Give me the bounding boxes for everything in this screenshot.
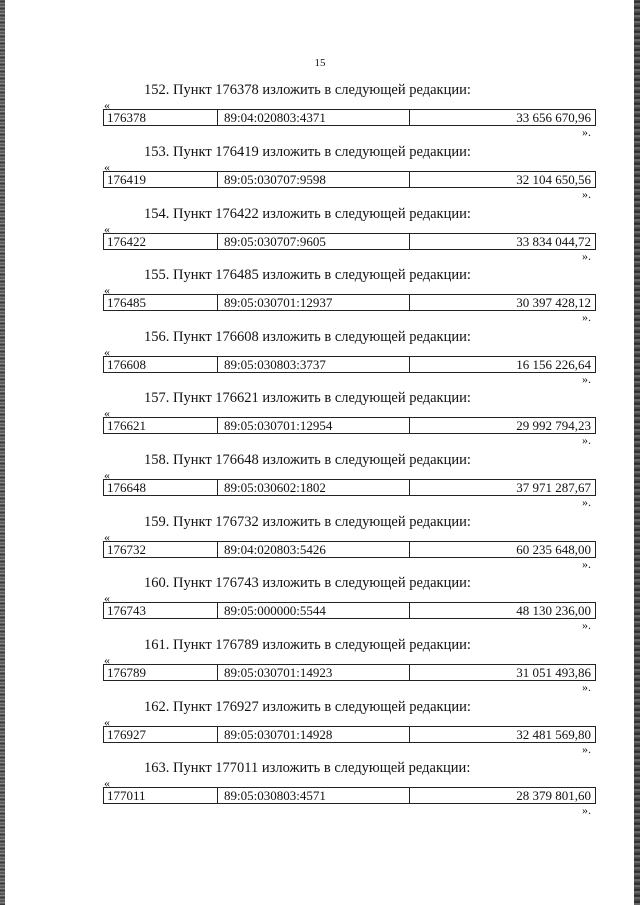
close-quote: ».: [582, 618, 591, 632]
table-row: [103, 787, 596, 804]
amendment-heading: 155. Пункт 176485 изложить в следующей редакции:: [144, 267, 471, 283]
close-quote: ».: [582, 680, 591, 694]
open-quote: «: [104, 468, 110, 482]
open-quote: «: [104, 345, 110, 359]
cadastral-number-cell: 89:04:020803:5426: [218, 542, 410, 557]
open-quote: «: [104, 222, 110, 236]
close-quote: ».: [582, 249, 591, 263]
cadastral-number-cell: 89:05:030707:9598: [218, 172, 410, 187]
value-cell: 28 379 801,60: [516, 788, 591, 803]
amendment-heading: 158. Пункт 176648 изложить в следующей редакции:: [144, 452, 471, 468]
value-cell: 32 481 569,80: [516, 727, 591, 742]
value-cell: 33 834 044,72: [516, 234, 591, 249]
item-number-cell: 177011: [104, 788, 218, 803]
amendment-heading: 160. Пункт 176743 изложить в следующей редакции:: [144, 575, 471, 591]
amendment-heading: 156. Пункт 176608 изложить в следующей редакции:: [144, 329, 471, 345]
amendment-item: [0, 514, 640, 576]
table-row: [103, 109, 596, 126]
cadastral-number-cell: 89:05:030701:12937: [218, 295, 410, 310]
item-number-cell: 176648: [104, 480, 218, 495]
amendment-heading: 163. Пункт 177011 изложить в следующей редакции:: [144, 760, 471, 776]
item-number-cell: 176732: [104, 542, 218, 557]
close-quote: ».: [582, 125, 591, 139]
close-quote: ».: [582, 557, 591, 571]
table-row: [103, 417, 596, 434]
item-number-cell: 176927: [104, 727, 218, 742]
amendment-heading: 162. Пункт 176927 изложить в следующей редакции:: [144, 699, 471, 715]
amendment-item: [0, 267, 640, 329]
table-row: [103, 171, 596, 188]
close-quote: ».: [582, 495, 591, 509]
amendment-item: [0, 452, 640, 514]
table-row: [103, 356, 596, 373]
close-quote: ».: [582, 310, 591, 324]
table-row: [103, 294, 596, 311]
cadastral-number-cell: 89:05:030602:1802: [218, 480, 410, 495]
amendment-item: [0, 760, 640, 822]
table-row: [103, 479, 596, 496]
item-number-cell: 176419: [104, 172, 218, 187]
amendment-item: [0, 206, 640, 268]
open-quote: «: [104, 160, 110, 174]
item-number-cell: 176422: [104, 234, 218, 249]
item-number-cell: 176485: [104, 295, 218, 310]
open-quote: «: [104, 283, 110, 297]
amendment-item: [0, 390, 640, 452]
open-quote: «: [104, 530, 110, 544]
amendment-item: [0, 699, 640, 761]
open-quote: «: [104, 98, 110, 112]
close-quote: ».: [582, 742, 591, 756]
close-quote: ».: [582, 433, 591, 447]
value-cell: 31 051 493,86: [516, 665, 591, 680]
amendment-heading: 153. Пункт 176419 изложить в следующей редакции:: [144, 144, 471, 160]
cadastral-number-cell: 89:05:030803:4571: [218, 788, 410, 803]
open-quote: «: [104, 653, 110, 667]
table-row: [103, 664, 596, 681]
item-number-cell: 176743: [104, 603, 218, 618]
item-number-cell: 176621: [104, 418, 218, 433]
amendment-item: [0, 82, 640, 144]
cadastral-number-cell: 89:05:030803:3737: [218, 357, 410, 372]
item-number-cell: 176789: [104, 665, 218, 680]
page-number: 15: [314, 57, 326, 69]
table-row: [103, 602, 596, 619]
amendment-heading: 161. Пункт 176789 изложить в следующей редакции:: [144, 637, 471, 653]
value-cell: 33 656 670,96: [516, 110, 591, 125]
item-number-cell: 176608: [104, 357, 218, 372]
item-number-cell: 176378: [104, 110, 218, 125]
close-quote: ».: [582, 372, 591, 386]
cadastral-number-cell: 89:05:000000:5544: [218, 603, 410, 618]
value-cell: 60 235 648,00: [516, 542, 591, 557]
table-row: [103, 541, 596, 558]
table-row: [103, 726, 596, 743]
cadastral-number-cell: 89:04:020803:4371: [218, 110, 410, 125]
amendment-heading: 157. Пункт 176621 изложить в следующей редакции:: [144, 390, 471, 406]
value-cell: 30 397 428,12: [516, 295, 591, 310]
cadastral-number-cell: 89:05:030701:12954: [218, 418, 410, 433]
amendment-item: [0, 575, 640, 637]
cadastral-number-cell: 89:05:030701:14923: [218, 665, 410, 680]
value-cell: 48 130 236,00: [516, 603, 591, 618]
value-cell: 29 992 794,23: [516, 418, 591, 433]
amendment-item: [0, 144, 640, 206]
amendment-heading: 152. Пункт 176378 изложить в следующей редакции:: [144, 82, 471, 98]
open-quote: «: [104, 776, 110, 790]
open-quote: «: [104, 591, 110, 605]
value-cell: 37 971 287,67: [516, 480, 591, 495]
close-quote: ».: [582, 187, 591, 201]
open-quote: «: [104, 715, 110, 729]
cadastral-number-cell: 89:05:030707:9605: [218, 234, 410, 249]
amendment-item: [0, 637, 640, 699]
value-cell: 32 104 650,56: [516, 172, 591, 187]
value-cell: 16 156 226,64: [516, 357, 591, 372]
close-quote: ».: [582, 803, 591, 817]
cadastral-number-cell: 89:05:030701:14928: [218, 727, 410, 742]
amendment-heading: 159. Пункт 176732 изложить в следующей редакции:: [144, 514, 471, 530]
open-quote: «: [104, 406, 110, 420]
amendment-item: [0, 329, 640, 391]
amendment-heading: 154. Пункт 176422 изложить в следующей редакции:: [144, 206, 471, 222]
table-row: [103, 233, 596, 250]
